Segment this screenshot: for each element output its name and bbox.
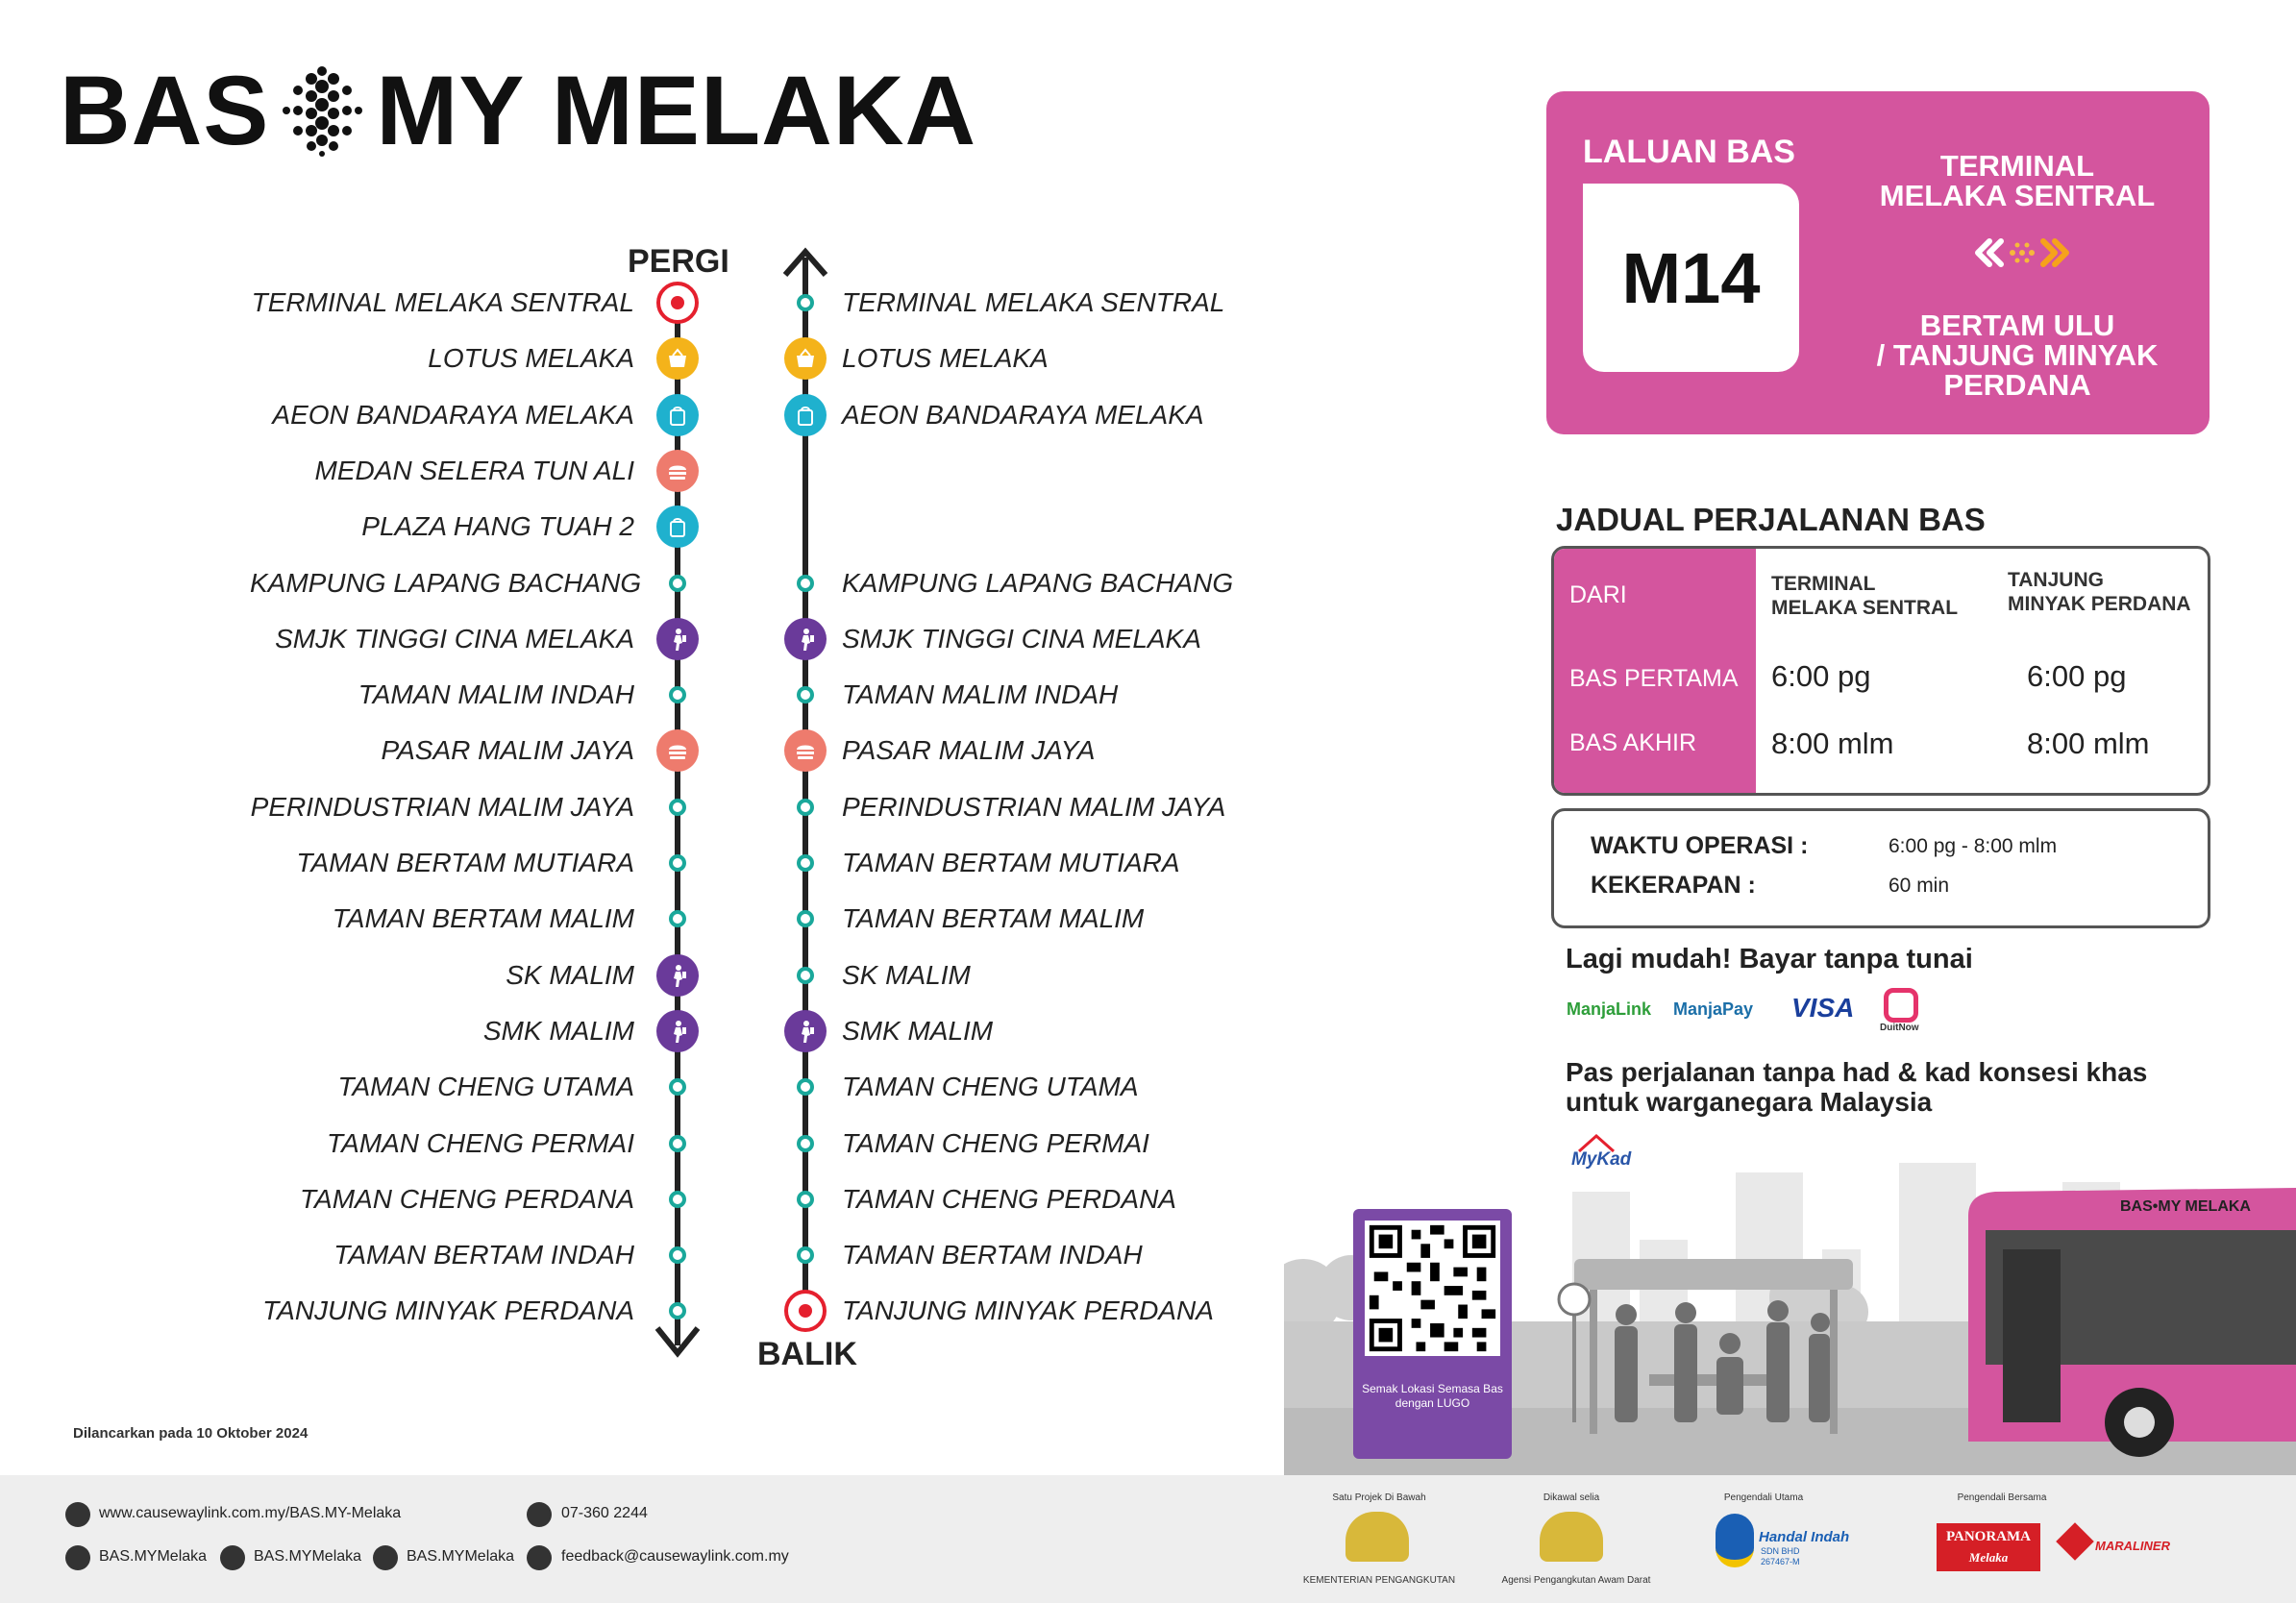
org2-name: Agensi Pengangkutan Awam Darat: [1501, 1575, 1651, 1586]
footer-email[interactable]: feedback@causewaylink.com.my: [561, 1548, 789, 1565]
schedule-first-label: BAS PERTAMA: [1569, 665, 1739, 692]
operation-frequency-value: 60 min: [1889, 875, 1950, 897]
manjapay-logo: ManjaPay: [1673, 999, 1754, 1019]
route-destination-line: / TANJUNG MINYAK: [1876, 338, 2159, 372]
brand-right: MY MELAKA: [376, 55, 977, 165]
brand-dots-icon: [277, 65, 368, 157]
stop-dot-icon: [669, 1191, 686, 1208]
stop-dot-icon: [797, 686, 814, 703]
stop-name: PLAZA HANG TUAH 2: [361, 511, 634, 542]
route-number: M14: [1583, 184, 1799, 372]
stop-name: LOTUS MELAKA: [842, 343, 1049, 374]
route-origin: [1835, 151, 2200, 210]
brand-left: BAS: [60, 55, 270, 165]
route-card-title: LALUAN BAS: [1583, 134, 1795, 170]
stop-dot-icon: [797, 967, 814, 984]
stop-dot-icon: [669, 910, 686, 927]
pass-text: Pas perjalanan tanpa had & kad konsesi khas untuk warganegara Malaysia: [1566, 1057, 2148, 1117]
stop-dot-icon: [669, 854, 686, 872]
stop-name: SK MALIM: [842, 959, 971, 990]
stop-dot-icon: [797, 1078, 814, 1096]
route-card: [1546, 91, 2210, 434]
stop-name: AEON BANDARAYA MELAKA: [272, 399, 634, 430]
qr-caption: Semak Lokasi Semasa Bas dengan LUGO: [1362, 1382, 1503, 1410]
stop-name: SMJK TINGGI CINA MELAKA: [842, 623, 1201, 654]
schedule-last-label: BAS AKHIR: [1569, 729, 1696, 756]
stop-name: TAMAN MALIM INDAH: [842, 679, 1119, 710]
stop-name: KAMPUNG LAPANG BACHANG: [250, 567, 642, 598]
org1-caption: Satu Projek Di Bawah: [1332, 1492, 1426, 1503]
footer: [0, 1475, 2296, 1603]
schedule-col2-header-line: TANJUNG: [2008, 569, 2104, 591]
tiktok-icon: [373, 1545, 398, 1570]
schedule-col1-header-line: MELAKA SENTRAL: [1771, 597, 1959, 619]
schedule-last-col2: 8:00 mlm: [2027, 727, 2150, 760]
facebook-icon: [65, 1545, 90, 1570]
email-icon: [527, 1545, 552, 1570]
school-icon: [656, 1010, 699, 1052]
shopping-basket-icon: [784, 337, 827, 380]
qr-code[interactable]: [1365, 1221, 1500, 1356]
stop-name: TAMAN CHENG PERMAI: [327, 1127, 634, 1158]
payment-title: Lagi mudah! Bayar tanpa tunai: [1566, 944, 1973, 974]
stop-name: TAMAN BERTAM MUTIARA: [296, 848, 634, 877]
stop-name: TAMAN CHENG UTAMA: [842, 1072, 1139, 1102]
handal-indah-icon: [1716, 1514, 1754, 1567]
stop-name: TAMAN BERTAM MALIM: [842, 903, 1145, 934]
stop-name: PERINDUSTRIAN MALIM JAYA: [250, 791, 634, 822]
brand-logo: [60, 55, 977, 165]
org3-caption: Pengendali Utama: [1723, 1492, 1804, 1503]
stop-dot-icon: [797, 799, 814, 816]
operation-frequency-label: KEKERAPAN :: [1591, 872, 1756, 899]
stop-dot-icon: [797, 1135, 814, 1152]
operation-box: [1551, 808, 2210, 928]
food-icon: [656, 729, 699, 772]
shopping-bag-icon: [656, 506, 699, 548]
org2-caption: Dikawal selia: [1543, 1492, 1600, 1503]
schedule-title: JADUAL PERJALANAN BAS: [1556, 502, 1986, 537]
org4-caption: Pengendali Bersama: [1957, 1492, 2047, 1503]
stop-dot-icon: [797, 854, 814, 872]
qr-panel: [1353, 1209, 1512, 1459]
schedule-last-col1: 8:00 mlm: [1771, 727, 1894, 760]
route-destination-line: BERTAM ULU: [1919, 308, 2115, 342]
stop-name: TAMAN CHENG UTAMA: [337, 1072, 634, 1102]
shopping-bag-icon: [784, 394, 827, 436]
stop-dot-icon: [669, 1078, 686, 1096]
direction-out-label: PERGI: [628, 243, 729, 280]
stop-name: SK MALIM: [506, 959, 634, 990]
food-icon: [784, 729, 827, 772]
mykad-label: MyKad: [1571, 1149, 1632, 1170]
stop-name: TAMAN BERTAM MALIM: [332, 903, 634, 934]
stop-name: TERMINAL MELAKA SENTRAL: [842, 287, 1225, 317]
footer-phone[interactable]: 07-360 2244: [561, 1505, 648, 1521]
bus-livery: BAS•MY MELAKA: [2120, 1198, 2251, 1215]
stop-dot-icon: [669, 686, 686, 703]
org1-name: KEMENTERIAN PENGANGKUTAN: [1302, 1575, 1456, 1586]
stop-name: PASAR MALIM JAYA: [381, 735, 634, 766]
footer-facebook[interactable]: BAS.MYMelaka: [99, 1548, 208, 1565]
route-destination: [1835, 310, 2200, 400]
stop-dot-icon: [669, 575, 686, 592]
stop-dot-icon: [797, 575, 814, 592]
stop-dot-icon: [797, 294, 814, 311]
instagram-icon: [220, 1545, 245, 1570]
school-icon: [784, 1010, 827, 1052]
schedule-first-col2: 6:00 pg: [2027, 659, 2127, 693]
route-origin-line: TERMINAL: [1939, 149, 2095, 183]
stop-name: SMJK TINGGI CINA MELAKA: [275, 623, 634, 654]
school-icon: [784, 618, 827, 660]
schedule-table: [1551, 546, 2210, 796]
schedule-col1-header-line: TERMINAL: [1771, 573, 1876, 595]
shopping-basket-icon: [656, 337, 699, 380]
stop-name: TAMAN BERTAM INDAH: [842, 1240, 1143, 1270]
maraliner-icon: [2056, 1522, 2094, 1561]
school-icon: [656, 954, 699, 997]
stop-name: KAMPUNG LAPANG BACHANG: [842, 567, 1234, 598]
stop-dot-icon: [669, 1246, 686, 1264]
direction-back-label: BALIK: [757, 1336, 857, 1372]
stop-name: TAMAN BERTAM INDAH: [333, 1240, 634, 1270]
school-icon: [656, 618, 699, 660]
operation-hours-label: WAKTU OPERASI :: [1591, 832, 1809, 859]
schedule-from-label: DARI: [1569, 581, 1627, 608]
food-icon: [656, 450, 699, 492]
schedule-col2-header: [2008, 568, 2191, 616]
duitnow-logo: DuitNow: [1880, 1023, 1919, 1033]
stop-name: TAMAN BERTAM MUTIARA: [842, 848, 1180, 877]
visa-logo: VISA: [1791, 993, 1855, 1023]
government-crest-icon: [1346, 1512, 1409, 1562]
manjalink-logo: ManjaLink: [1567, 999, 1652, 1019]
duitnow-icon: [1884, 988, 1918, 1023]
footer-instagram[interactable]: BAS.MYMelaka: [254, 1548, 362, 1565]
bidirectional-arrow-icon: [1964, 234, 2080, 272]
footer-tiktok[interactable]: BAS.MYMelaka: [407, 1548, 515, 1565]
agency-crest-icon: [1540, 1512, 1603, 1562]
phone-icon: [527, 1502, 552, 1527]
stop-name: TAMAN CHENG PERDANA: [842, 1183, 1176, 1214]
launch-date: Dilancarkan pada 10 Oktober 2024: [73, 1425, 309, 1442]
panorama-logo-sub: Melaka: [1968, 1550, 2009, 1565]
stop-name: SMK MALIM: [482, 1015, 634, 1046]
route-origin-line: MELAKA SENTRAL: [1879, 179, 2156, 212]
terminal-icon: [784, 1290, 827, 1332]
panorama-logo: [1937, 1523, 2040, 1571]
stop-name: AEON BANDARAYA MELAKA: [842, 399, 1204, 430]
stop-name: TAMAN MALIM INDAH: [358, 679, 634, 710]
schedule-first-col1: 6:00 pg: [1771, 659, 1871, 693]
org3-name: Handal Indah: [1759, 1529, 1850, 1545]
website-icon: [65, 1502, 90, 1527]
stop-name: TAMAN CHENG PERDANA: [300, 1183, 634, 1214]
stop-dot-icon: [797, 1246, 814, 1264]
stop-name: TAMAN CHENG PERMAI: [842, 1127, 1149, 1158]
stop-dot-icon: [669, 1302, 686, 1319]
stop-name: LOTUS MELAKA: [428, 343, 634, 374]
terminal-icon: [656, 282, 699, 324]
operation-hours-value: 6:00 pg - 8:00 mlm: [1889, 835, 2058, 857]
route-destination-line: PERDANA: [1943, 368, 2091, 402]
stop-dot-icon: [669, 799, 686, 816]
org3-reg: 267467-M: [1761, 1557, 1800, 1566]
org3-sub: SDN BHD: [1761, 1546, 1800, 1556]
stop-name: MEDAN SELERA TUN ALI: [314, 455, 634, 485]
stop-dot-icon: [797, 910, 814, 927]
schedule-col2-header-line: MINYAK PERDANA: [2008, 593, 2191, 615]
stop-name: PERINDUSTRIAN MALIM JAYA: [842, 791, 1226, 822]
org4-name-b: MARALINER: [2095, 1539, 2170, 1553]
stop-dot-icon: [669, 1135, 686, 1152]
stop-name: PASAR MALIM JAYA: [842, 735, 1096, 766]
schedule-col1-header: [1771, 572, 1958, 620]
stop-name: SMK MALIM: [842, 1015, 994, 1046]
stop-name: TANJUNG MINYAK PERDANA: [262, 1295, 634, 1326]
panorama-logo-name: PANORAMA: [1945, 1529, 2032, 1544]
shopping-bag-icon: [656, 394, 699, 436]
stop-name: TANJUNG MINYAK PERDANA: [842, 1295, 1214, 1326]
stop-name: TERMINAL MELAKA SENTRAL: [251, 287, 634, 317]
stop-dot-icon: [797, 1191, 814, 1208]
footer-website[interactable]: www.causewaylink.com.my/BAS.MY-Melaka: [99, 1505, 402, 1521]
